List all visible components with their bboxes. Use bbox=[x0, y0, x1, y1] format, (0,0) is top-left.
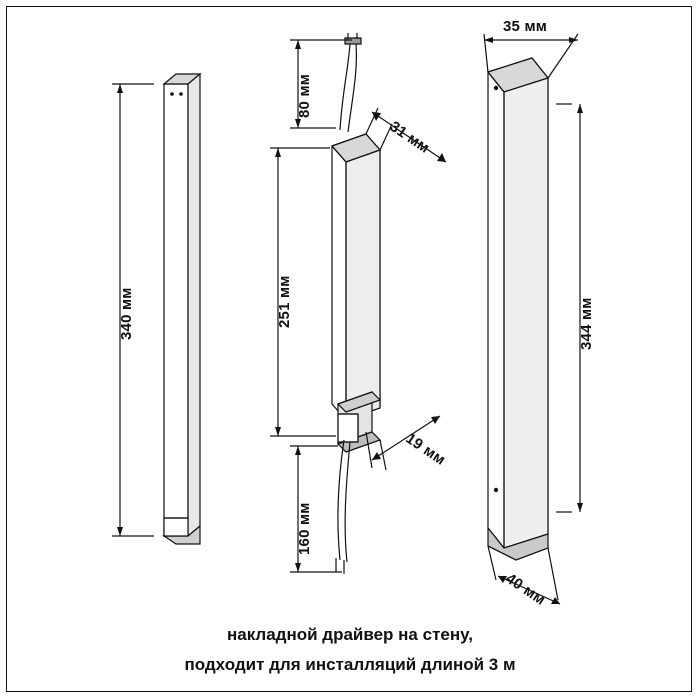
dim-label-80: 80 мм bbox=[296, 73, 313, 118]
driver-shape bbox=[332, 33, 380, 574]
dim-label-19: 19 мм bbox=[402, 430, 449, 469]
dim-label-35: 35 мм bbox=[503, 18, 548, 35]
dim-label-40: 40 мм bbox=[502, 570, 549, 609]
dim-label-344: 344 мм bbox=[578, 297, 595, 350]
right-profile-shape bbox=[488, 58, 548, 560]
caption-line-1: накладной драйвер на стену, bbox=[226, 625, 474, 644]
dim-label-31: 31 мм bbox=[386, 118, 433, 157]
left-profile-shape bbox=[164, 74, 200, 544]
dim-label-160: 160 мм bbox=[296, 502, 313, 555]
caption-line-2: подходит для инсталляций длиной 3 м bbox=[184, 655, 516, 674]
dim-label-251: 251 мм bbox=[276, 275, 293, 328]
dim-label-340: 340 мм bbox=[118, 287, 135, 340]
